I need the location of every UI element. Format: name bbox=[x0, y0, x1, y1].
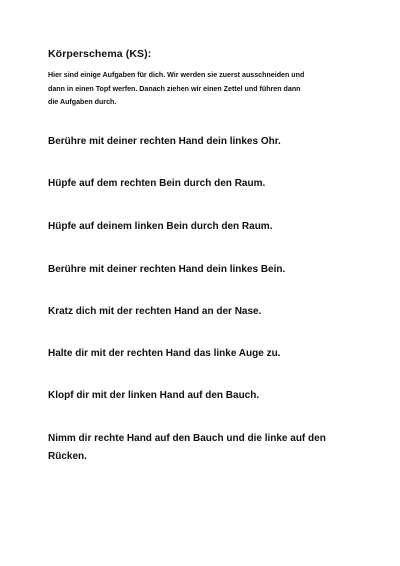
task-item: Berühre mit deiner rechten Hand dein linkes Ohr. bbox=[48, 136, 281, 147]
task-line: Rücken. bbox=[48, 451, 87, 462]
task-item: Hüpfe auf deinem linken Bein durch den Raum. bbox=[48, 221, 273, 232]
task-item: Klopf dir mit der linken Hand auf den Bauch. bbox=[48, 390, 260, 401]
task-item: Kratz dich mit der rechten Hand an der Nase. bbox=[48, 306, 262, 317]
intro-line: Hier sind einige Aufgaben für dich. Wir werden sie zuerst ausschneiden und bbox=[48, 71, 305, 79]
intro-line: dann in einen Topf werfen. Danach ziehen wir einen Zettel und führen dann bbox=[48, 84, 301, 93]
task-item: Halte dir mit der rechten Hand das linke Auge zu. bbox=[48, 348, 281, 359]
task-line: Nimm dir rechte Hand auf den Bauch und die linke auf den bbox=[48, 433, 326, 444]
intro-paragraph bbox=[48, 69, 358, 110]
intro-line: die Aufgaben durch. bbox=[48, 98, 117, 106]
task-item: Berühre mit deiner rechten Hand dein linkes Bein. bbox=[48, 264, 286, 275]
page-title: Körperschema (KS): bbox=[48, 48, 152, 60]
task-item: Hüpfe auf dem rechten Bein durch den Raum. bbox=[48, 178, 266, 189]
task-item-multiline bbox=[48, 430, 326, 466]
